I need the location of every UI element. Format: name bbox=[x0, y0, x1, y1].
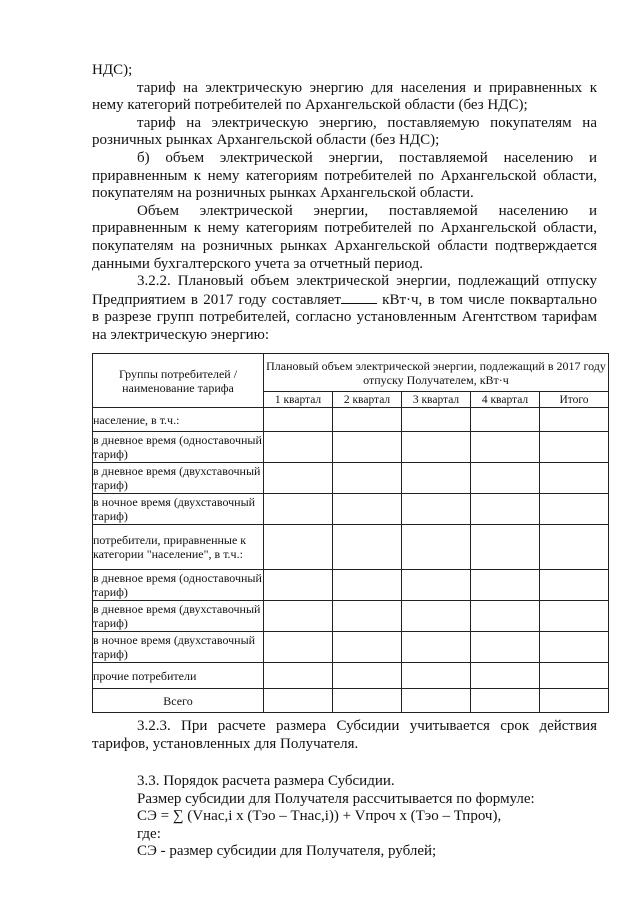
value-cell bbox=[333, 463, 402, 494]
table-row bbox=[93, 601, 609, 632]
text-fragment: кВт·ч, в том числе поквартально bbox=[382, 291, 598, 308]
header-plan: Плановый объем электрической энергии, подлежащий в 2017 году отпуску Получателем, кВт·ч bbox=[264, 354, 609, 392]
row-label: население, в т.ч.: bbox=[93, 408, 264, 432]
value-cell bbox=[540, 463, 609, 494]
text-block-formula bbox=[92, 773, 597, 861]
table-row bbox=[93, 663, 609, 689]
text-line: где: bbox=[137, 825, 161, 842]
table-row bbox=[93, 463, 609, 494]
blank-field bbox=[341, 291, 377, 304]
row-label: в ночное время (двухставочный тариф) bbox=[93, 494, 264, 525]
value-cell bbox=[402, 570, 471, 601]
value-cell bbox=[264, 432, 333, 463]
text-line: приравненным к нему категориям потребителей по Архангельской области, bbox=[92, 167, 597, 184]
table-row bbox=[93, 494, 609, 525]
value-cell bbox=[402, 663, 471, 689]
value-cell bbox=[402, 525, 471, 570]
text-line: на электрическую энергию: bbox=[92, 326, 270, 343]
value-cell bbox=[333, 570, 402, 601]
value-cell bbox=[402, 689, 471, 713]
value-cell bbox=[402, 494, 471, 525]
text-line: розничных рынках Архангельской области (без НДС); bbox=[92, 132, 440, 149]
value-cell bbox=[333, 432, 402, 463]
quarter-header: 1 квартал bbox=[264, 392, 333, 408]
value-cell bbox=[333, 494, 402, 525]
quarter-header: 2 квартал bbox=[333, 392, 402, 408]
quarter-header: Итого bbox=[540, 392, 609, 408]
table-body bbox=[93, 408, 609, 713]
text-line: покупателям на розничных рынках Архангельской области. bbox=[92, 185, 474, 202]
value-cell bbox=[402, 632, 471, 663]
value-cell bbox=[540, 525, 609, 570]
text-line: покупателям на розничных рынках Архангельской области подтверждается bbox=[92, 237, 597, 254]
value-cell bbox=[333, 525, 402, 570]
value-cell bbox=[471, 525, 540, 570]
table-row bbox=[93, 689, 609, 713]
text-line: 3.3. Порядок расчета размера Субсидии. bbox=[137, 773, 395, 789]
value-cell bbox=[264, 570, 333, 601]
value-cell bbox=[471, 570, 540, 601]
row-label: прочие потребители bbox=[93, 663, 264, 689]
value-cell bbox=[471, 601, 540, 632]
value-cell bbox=[540, 601, 609, 632]
text-line: в разрезе групп потребителей, согласно установленным Агентством тарифам bbox=[92, 309, 597, 326]
value-cell bbox=[264, 601, 333, 632]
text-line bbox=[92, 291, 597, 310]
row-label: Всего bbox=[93, 689, 264, 713]
volume-table bbox=[92, 353, 609, 713]
text-line: 3.2.2. Плановый объем электрической энергии, подлежащий отпуску bbox=[137, 273, 597, 290]
value-cell bbox=[333, 601, 402, 632]
text-block-bottom bbox=[92, 718, 597, 753]
table-row bbox=[93, 525, 609, 570]
value-cell bbox=[264, 632, 333, 663]
text-line: НДС); bbox=[92, 62, 133, 78]
text-block-top bbox=[92, 62, 597, 345]
value-cell bbox=[471, 432, 540, 463]
text-line: б) объем электрической энергии, поставляемой населению и bbox=[137, 149, 597, 166]
table-row bbox=[93, 408, 609, 432]
value-cell bbox=[264, 689, 333, 713]
text-line: Размер субсидии для Получателя рассчитывается по формуле: bbox=[137, 790, 535, 807]
value-cell bbox=[402, 601, 471, 632]
text-line: Объем электрической энергии, поставляемой населению и bbox=[137, 202, 597, 219]
row-label: в дневное время (одноставочный тариф) bbox=[93, 433, 262, 461]
table-row bbox=[93, 570, 609, 601]
value-cell bbox=[471, 463, 540, 494]
value-cell bbox=[471, 632, 540, 663]
value-cell bbox=[264, 663, 333, 689]
value-cell bbox=[402, 432, 471, 463]
value-cell bbox=[264, 525, 333, 570]
value-cell bbox=[540, 632, 609, 663]
value-cell bbox=[540, 408, 609, 432]
value-cell bbox=[264, 494, 333, 525]
text-fragment: Предприятием в 2017 году составляет bbox=[92, 291, 341, 308]
value-cell bbox=[540, 570, 609, 601]
value-cell bbox=[471, 689, 540, 713]
table-row bbox=[93, 432, 609, 463]
value-cell bbox=[333, 632, 402, 663]
text-line: нему категорий потребителей по Архангельской области (без НДС); bbox=[92, 97, 528, 114]
value-cell bbox=[402, 463, 471, 494]
value-cell bbox=[333, 408, 402, 432]
table-row bbox=[93, 632, 609, 663]
text-line: тарифов, установленных для Получателя. bbox=[92, 735, 359, 752]
value-cell bbox=[264, 463, 333, 494]
value-cell bbox=[402, 408, 471, 432]
row-label: в дневное время (двухставочный тариф) bbox=[93, 463, 264, 494]
text-line: приравненным к нему категориям потребителей по Архангельской области, bbox=[92, 220, 597, 237]
header-groups: Группы потребителей / наименование тарифа bbox=[93, 354, 264, 408]
value-cell bbox=[264, 408, 333, 432]
value-cell bbox=[540, 494, 609, 525]
value-cell bbox=[333, 663, 402, 689]
value-cell bbox=[333, 689, 402, 713]
quarter-header: 3 квартал bbox=[402, 392, 471, 408]
row-label: в дневное время (одноставочный тариф) bbox=[93, 571, 262, 599]
value-cell bbox=[471, 408, 540, 432]
quarter-header: 4 квартал bbox=[471, 392, 540, 408]
value-cell bbox=[540, 689, 609, 713]
text-line: 3.2.3. При расчете размера Субсидии учитывается срок действия bbox=[137, 718, 597, 734]
text-line: тариф на электрическую энергию для населения и приравненных к bbox=[137, 79, 597, 96]
row-label: в дневное время (двухставочный тариф) bbox=[93, 601, 264, 632]
row-label: потребители, приравненные к категории "население", в т.ч.: bbox=[93, 525, 264, 570]
formula: СЭ = ∑ (Vнас,i x (Тэо – Тнас,i)) + Vпроч x (Тэо – Тпроч), bbox=[137, 808, 502, 825]
row-label: в ночное время (двухставочный тариф) bbox=[93, 632, 264, 663]
text-line: данными бухгалтерского учета за отчетный период. bbox=[92, 255, 423, 272]
value-cell bbox=[471, 494, 540, 525]
text-line: СЭ - размер субсидии для Получателя, рублей; bbox=[137, 843, 437, 860]
text-line: тариф на электрическую энергию, поставляемую покупателям на bbox=[137, 114, 597, 131]
value-cell bbox=[540, 663, 609, 689]
value-cell bbox=[540, 432, 609, 463]
value-cell bbox=[471, 663, 540, 689]
